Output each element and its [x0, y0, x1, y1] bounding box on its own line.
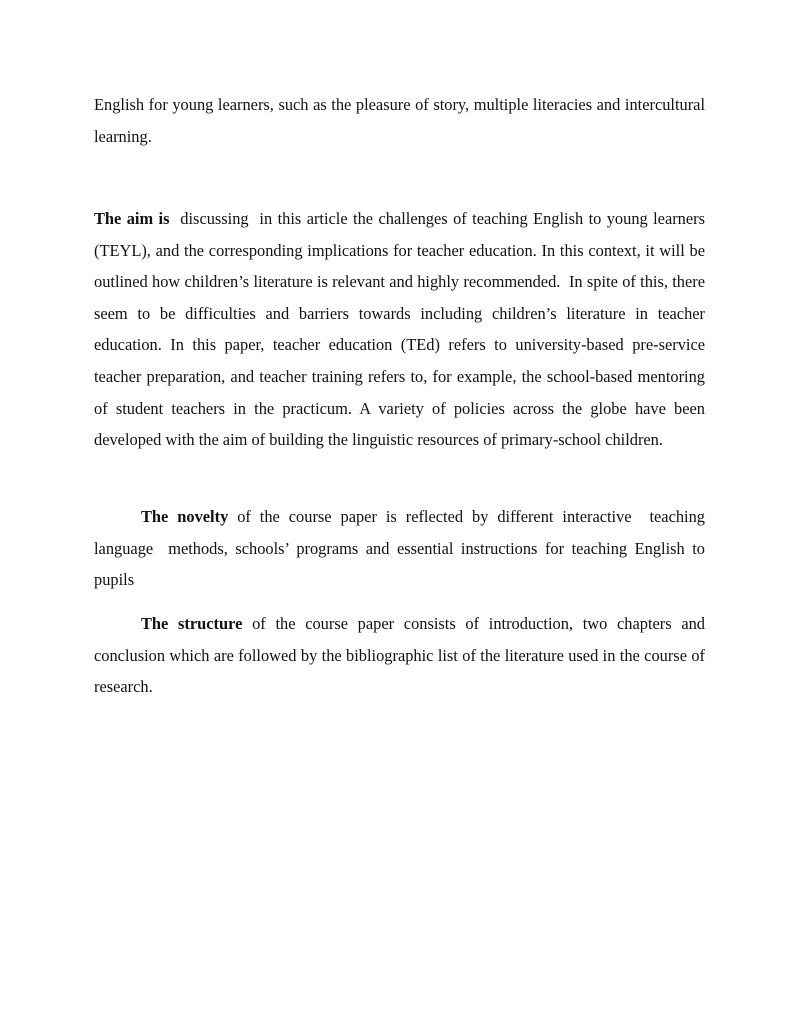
paragraph-structure: [94, 608, 705, 703]
paragraph-lead: The aim is: [94, 209, 170, 228]
paragraph-text: discussing in this article the challenges of teaching English to young learners (TEYL), and the corresponding implications for teacher education. In this context, it will be outlined how children’s literature is relevant and highly recommended. In spite of this, there seem to be difficulties and barriers towards including children’s literature in teacher education. In this paper, teacher education (TEd) refers to university-based pre-service teacher preparation, and teacher training refers to, for example, the school-based mentoring of student teachers in the practicum. A variety of policies across the globe have been developed with the aim of building the linguistic resources of primary-school children.: [94, 209, 710, 450]
paragraph-novelty: [94, 501, 710, 596]
paragraph-text: English for young learners, such as the pleasure of story, multiple literacies and intercultural learning.: [94, 95, 705, 146]
paragraph-aim: [94, 203, 710, 456]
paragraph-continuation: [94, 89, 705, 152]
paragraph-lead: The structure: [141, 614, 243, 633]
paragraph-lead: The novelty: [141, 507, 229, 526]
paragraph-text: of the course paper is reflected by different interactive teaching language methods, schools’ programs and essential instructions for teaching English to pupils: [94, 507, 710, 590]
paragraph-text: of the course paper consists of introduction, two chapters and conclusion which are followed by the bibliographic list of the literature used in the course of research.: [94, 614, 705, 697]
